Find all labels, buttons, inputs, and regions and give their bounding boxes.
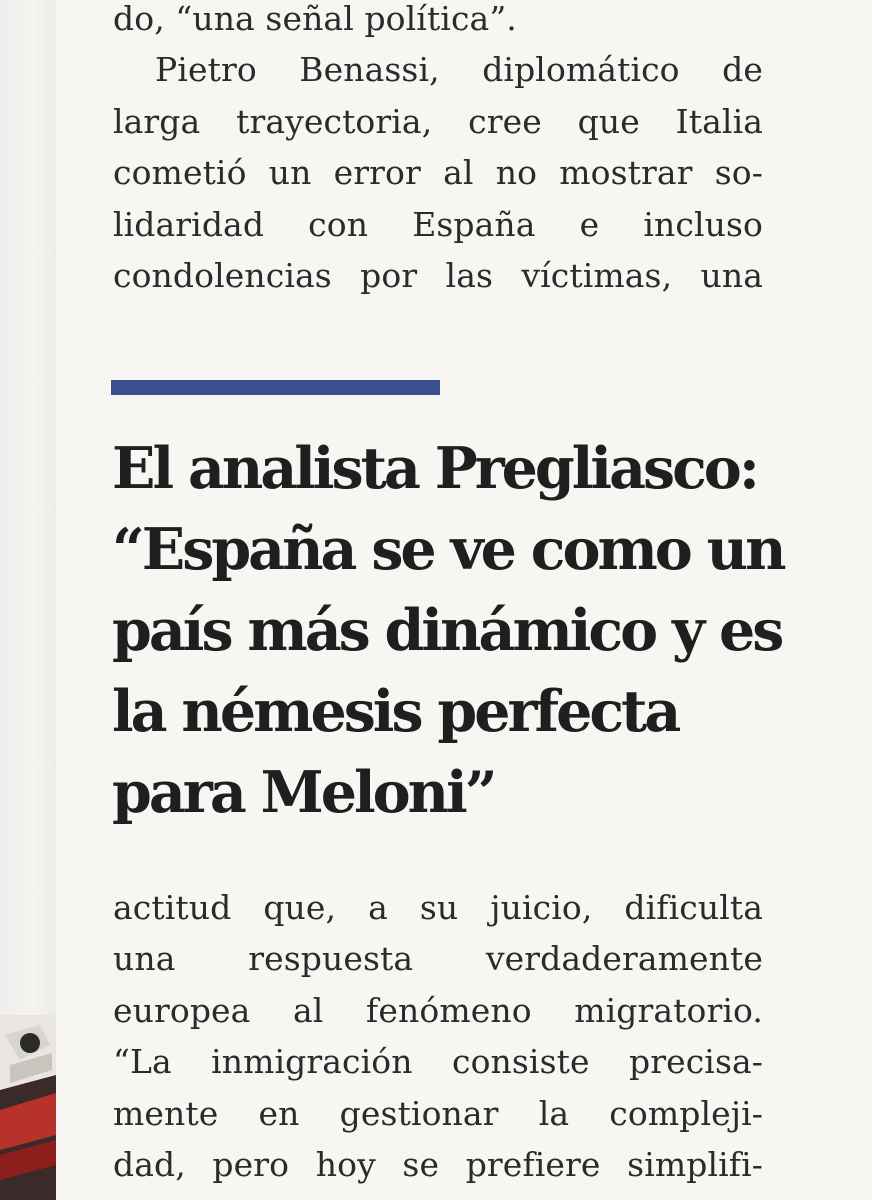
headline-line: “España se ve como un <box>112 516 784 583</box>
headline-line: para Meloni” <box>112 759 495 826</box>
text-line: mente en gestionar la compleji- <box>113 1093 763 1133</box>
text-line: dad, pero hoy se prefiere simplifi- <box>113 1144 763 1184</box>
text-line: “La inmigración consiste precisa- <box>113 1042 763 1082</box>
article-body-bottom <box>113 882 763 1190</box>
text-line: Pietro Benassi, diplomático de <box>155 50 763 90</box>
text-line: cometió un error al no mostrar so- <box>113 153 763 193</box>
photo-fragment <box>0 1015 56 1200</box>
headline-line: país más dinámico y es <box>112 597 782 664</box>
text-line: una respuesta verdaderamente <box>113 939 763 979</box>
headline-line: la némesis perfecta <box>112 678 679 745</box>
headline-accent-rule <box>111 380 440 395</box>
text-line: do, “una señal política”. <box>113 0 517 38</box>
pull-headline <box>112 428 784 833</box>
text-line: lidaridad con España e incluso <box>113 204 763 244</box>
photo-fragment-image <box>0 1015 56 1200</box>
text-line: europea al fenómeno migratorio. <box>113 990 763 1030</box>
text-line: larga trayectoria, cree que Italia <box>113 101 763 141</box>
article-body-top <box>113 0 763 301</box>
text-line: actitud que, a su juicio, dificulta <box>113 888 763 927</box>
headline-line: El analista Pregliasco: <box>112 435 757 502</box>
text-line: condolencias por las víctimas, una <box>113 255 763 295</box>
